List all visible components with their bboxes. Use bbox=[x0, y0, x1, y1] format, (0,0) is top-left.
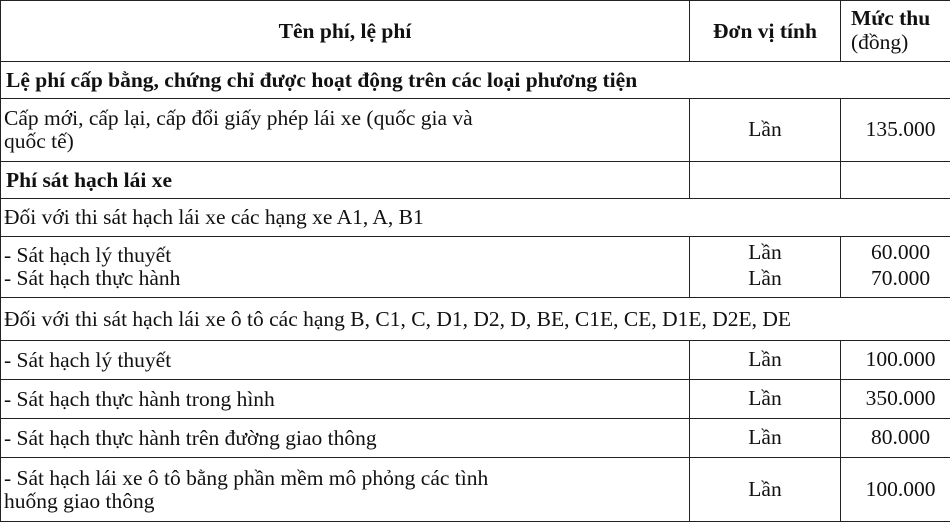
header-unit: Đơn vị tính bbox=[690, 1, 841, 62]
section-row-exam bbox=[1, 162, 950, 199]
empty-cell bbox=[841, 162, 950, 199]
table-row bbox=[1, 341, 950, 380]
group-row-motorbike bbox=[1, 199, 950, 237]
amount-cell: 135.000 bbox=[841, 99, 950, 162]
table-row bbox=[1, 99, 950, 162]
unit-cell bbox=[690, 237, 841, 298]
table-row bbox=[1, 380, 950, 419]
amount-cell: 100.000 bbox=[841, 341, 950, 380]
amount-cell: 80.000 bbox=[841, 419, 950, 458]
fee-name-cell: - Sát hạch thực hành trong hình bbox=[1, 380, 690, 419]
amount-value: 70.000 bbox=[870, 265, 931, 290]
fee-name-line: - Sát hạch lý thuyết bbox=[4, 243, 172, 267]
group-row-car bbox=[1, 298, 950, 341]
fee-name-cell bbox=[1, 458, 690, 522]
amount-cell: 350.000 bbox=[841, 380, 950, 419]
header-rate-unit: (đồng) bbox=[851, 30, 909, 54]
section-row-licensing bbox=[1, 62, 950, 99]
fee-name-cell bbox=[1, 237, 690, 298]
group-title-motorbike: Đối với thi sát hạch lái xe các hạng xe A1, A, B1 bbox=[1, 199, 950, 237]
header-fee-name: Tên phí, lệ phí bbox=[1, 1, 690, 62]
table-header-row bbox=[1, 1, 950, 62]
fee-name-line: quốc tế) bbox=[4, 129, 74, 153]
fee-name-line: huống giao thông bbox=[4, 488, 155, 513]
section-title-licensing: Lệ phí cấp bằng, chứng chỉ được hoạt động trên các loại phương tiện bbox=[1, 62, 950, 99]
unit-cell: Lần bbox=[690, 458, 841, 522]
fee-name-cell: - Sát hạch lý thuyết bbox=[1, 341, 690, 380]
header-rate bbox=[841, 1, 950, 62]
fee-name-line: - Sát hạch thực hành bbox=[4, 266, 181, 290]
table-row bbox=[1, 419, 950, 458]
unit-cell: Lần bbox=[690, 419, 841, 458]
amount-value: 60.000 bbox=[870, 240, 931, 265]
fee-name-cell bbox=[1, 99, 690, 162]
unit-cell: Lần bbox=[690, 380, 841, 419]
empty-cell bbox=[690, 162, 841, 199]
table-row bbox=[1, 458, 950, 522]
table-row bbox=[1, 237, 950, 298]
amount-cell bbox=[841, 237, 950, 298]
unit-cell: Lần bbox=[690, 341, 841, 380]
fee-name-cell: - Sát hạch thực hành trên đường giao thông bbox=[1, 419, 690, 458]
header-rate-label: Mức thu bbox=[851, 6, 931, 31]
fee-name-line: - Sát hạch lái xe ô tô bằng phần mềm mô phỏng các tình bbox=[4, 465, 489, 490]
unit-value: Lần bbox=[748, 240, 782, 265]
fee-name-line: Cấp mới, cấp lại, cấp đổi giấy phép lái xe (quốc gia và bbox=[4, 106, 473, 130]
unit-cell: Lần bbox=[690, 99, 841, 162]
unit-value: Lần bbox=[748, 265, 782, 290]
amount-cell: 100.000 bbox=[841, 458, 950, 522]
section-title-exam: Phí sát hạch lái xe bbox=[1, 162, 690, 199]
group-title-car: Đối với thi sát hạch lái xe ô tô các hạng B, C1, C, D1, D2, D, BE, C1E, CE, D1E, D2E, DE bbox=[1, 298, 950, 341]
